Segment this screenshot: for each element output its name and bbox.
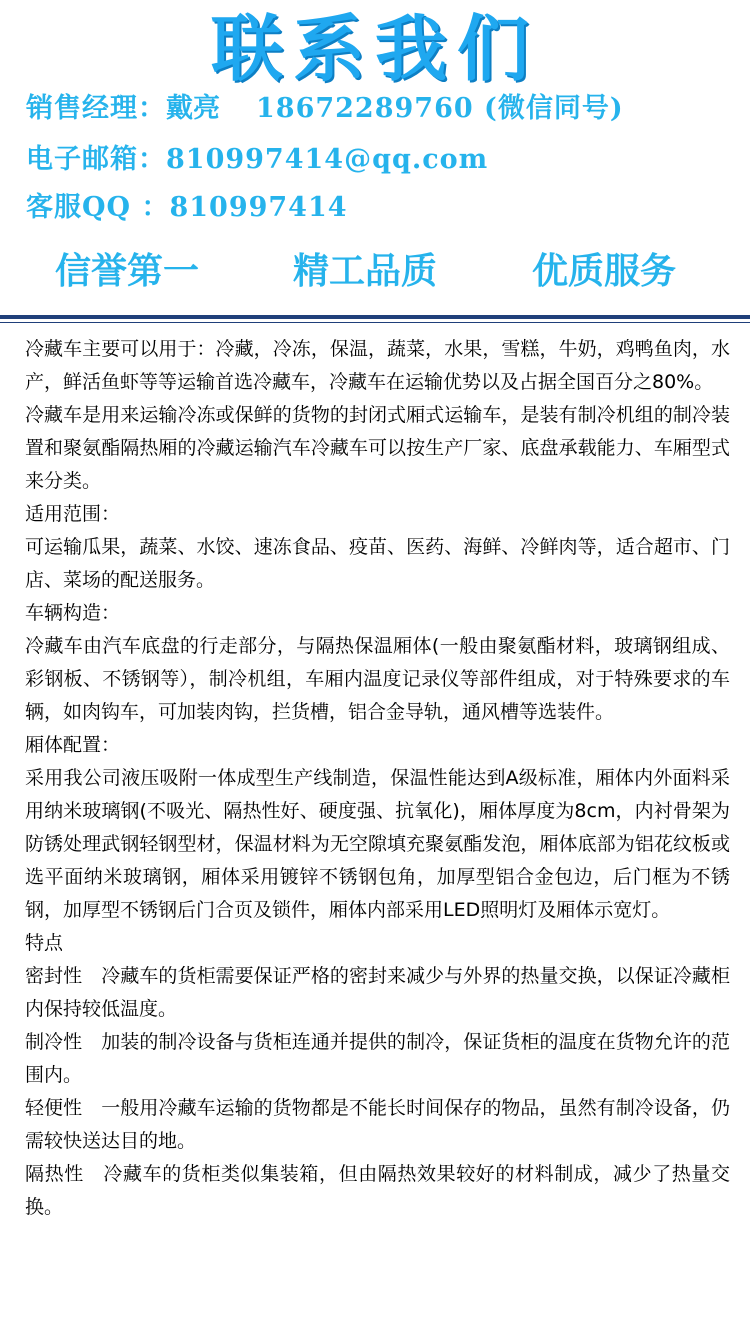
email-value: 810997414@qq.com [166, 144, 489, 175]
sales-manager-line [26, 92, 624, 126]
slogan-1: 信誉第一 [55, 251, 200, 292]
feature-lightweight: 轻便性 一般用冷藏车运输的货物都是不能长时间保存的物品，虽然有制冷设备，仍需较快送达目的地。 [25, 1097, 730, 1152]
paragraph-scope: 可运输瓜果，蔬菜、水饺、速冻食品、疫苗、医药、海鲜、冷鲜肉等，适合超市、门店、菜场的配送服务。 [25, 536, 730, 591]
heading-structure: 车辆构造： [25, 602, 121, 624]
feature-insulation: 隔热性 冷藏车的货柜类似集装箱，但由隔热效果较好的材料制成，减少了热量交换。 [25, 1163, 730, 1218]
heading-features: 特点 [25, 932, 64, 954]
banner-title: 联系我们 [210, 7, 539, 91]
sales-phone: 18672289760 (微信同号) [256, 93, 624, 124]
slogan-3: 优质服务 [532, 251, 677, 292]
email-line [26, 143, 488, 177]
slogan-2: 精工品质 [293, 251, 438, 292]
paragraph-definition: 冷藏车是用来运输冷冻或保鲜的货物的封闭式厢式运输车，是装有制冷机组的制冷装置和聚氨酯隔热厢的冷藏运输汽车冷藏车可以按生产厂家、底盘承载能力、车厢型式来分类。 [25, 404, 730, 492]
article-body [25, 333, 730, 1224]
email-label: 电子邮箱： [26, 144, 166, 175]
feature-cooling: 制冷性 加装的制冷设备与货柜连通并提供的制冷，保证货柜的温度在货物允许的范围内。 [25, 1031, 730, 1086]
sales-label: 销售经理： [26, 93, 166, 124]
divider-thin [0, 322, 750, 323]
qq-label: 客服QQ ： [26, 192, 170, 223]
qq-value: 810997414 [169, 192, 348, 223]
paragraph-usage: 冷藏车主要可以用于：冷藏，冷冻，保温，蔬菜，水果，雪糕，牛奶，鸡鸭鱼肉，水产，鲜活鱼虾等等运输首选冷藏车，冷藏车在运输优势以及占据全国百分之80%。 [25, 338, 730, 393]
qq-line [26, 191, 348, 225]
contact-banner [0, 0, 750, 312]
feature-sealing: 密封性 冷藏车的货柜需要保证严格的密封来减少与外界的热量交换，以保证冷藏柜内保持较低温度。 [25, 965, 730, 1020]
heading-body-config: 厢体配置： [25, 734, 121, 756]
sales-name: 戴亮 [166, 93, 220, 124]
paragraph-structure: 冷藏车由汽车底盘的行走部分，与隔热保温厢体(一般由聚氨酯材料，玻璃钢组成、彩钢板、不锈钢等），制冷机组，车厢内温度记录仪等部件组成，对于特殊要求的车辆，如肉钩车，可加装肉钩，拦货槽，铝合金导轨，通风槽等选装件。 [25, 635, 730, 723]
paragraph-body-config: 采用我公司液压吸附一体成型生产线制造，保温性能达到A级标准，厢体内外面料采用纳米玻璃钢(不吸光、隔热性好、硬度强、抗氧化)，厢体厚度为8cm，内衬骨架为防锈处理武钢轻钢型材，保温材料为无空隙填充聚氨酯发泡，厢体底部为铝花纹板或选平面纳米玻璃钢，厢体采用镀锌不锈钢包角，加厚型铝合金包边，后门框为不锈钢，加厚型不锈钢后门合页及锁件，厢体内部采用LED照明灯及厢体示宽灯。 [25, 767, 730, 921]
divider-thick [0, 315, 750, 319]
heading-scope: 适用范围： [25, 503, 121, 525]
